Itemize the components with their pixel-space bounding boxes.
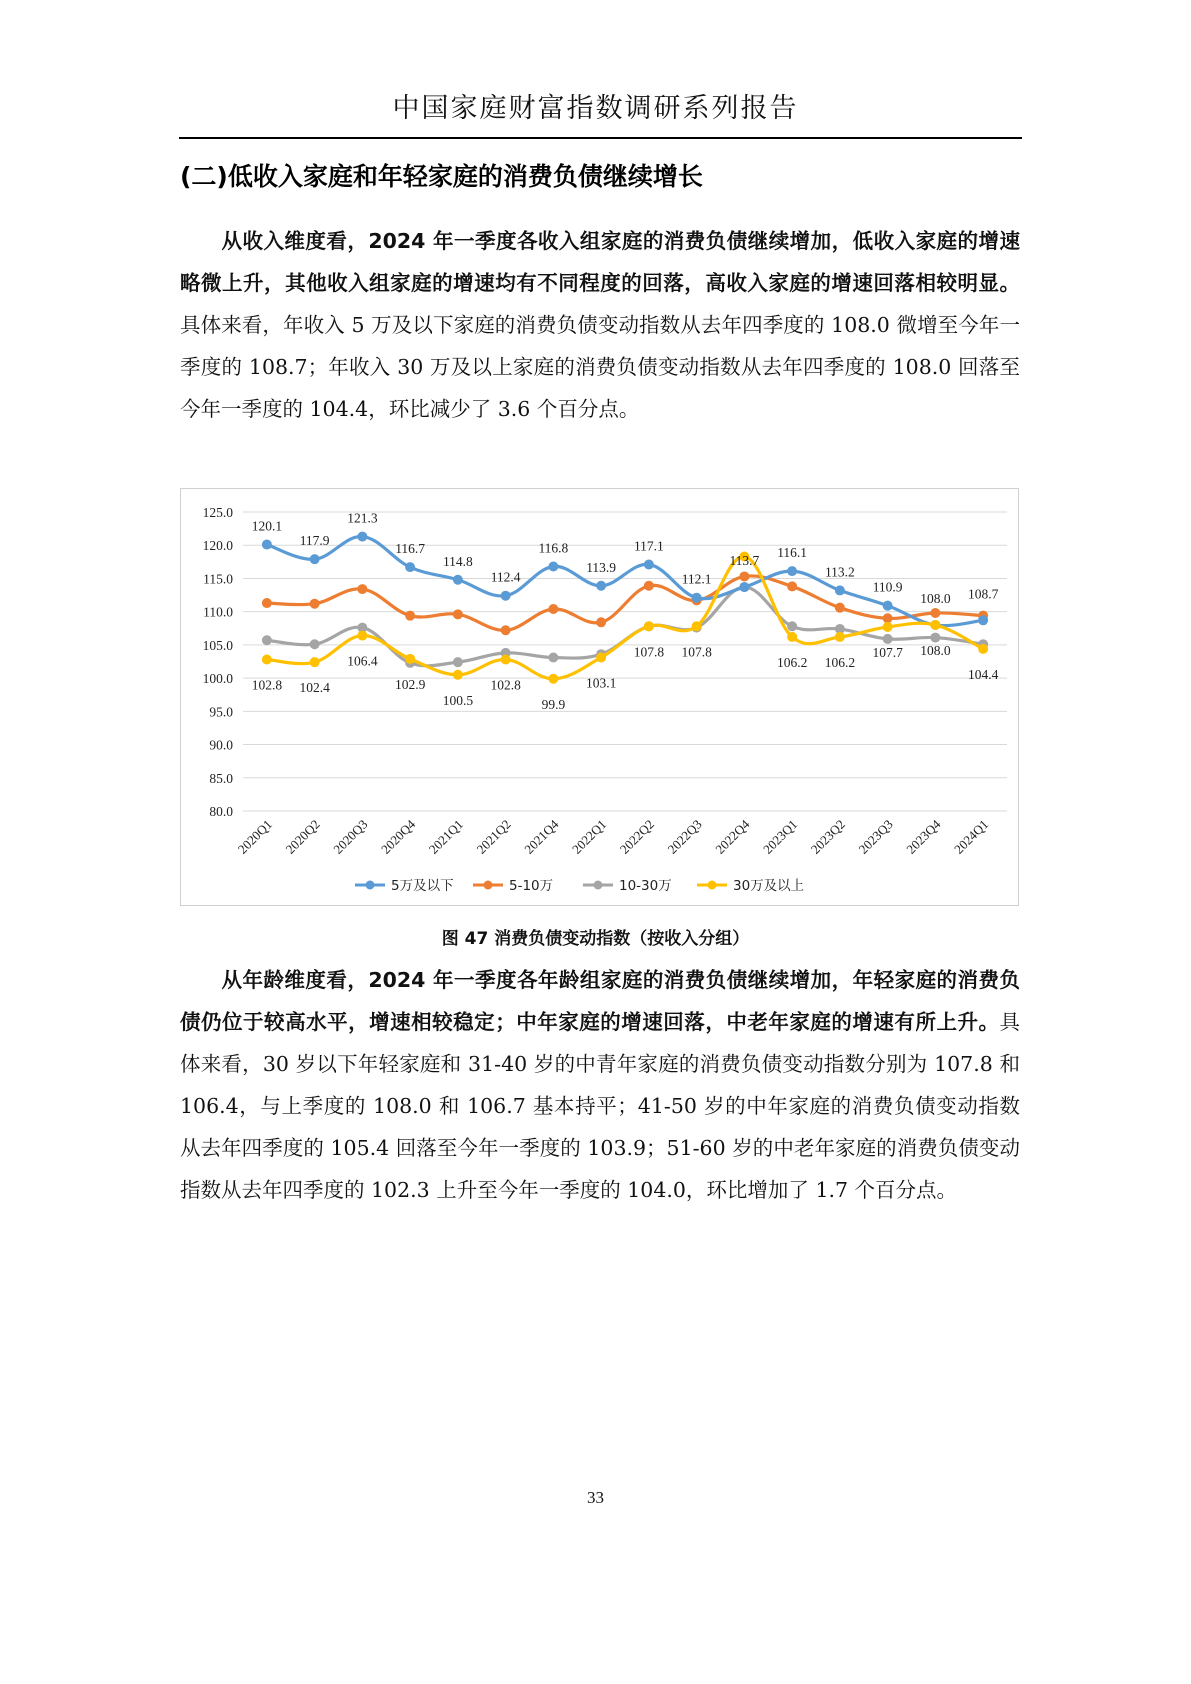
series-point-0: [453, 575, 463, 585]
series-point-0: [644, 559, 654, 569]
age-dimension-paragraph: [180, 959, 1020, 1211]
series-point-2: [930, 633, 940, 643]
series-point-3: [405, 654, 415, 664]
x-tick-label: 2022Q4: [712, 816, 753, 857]
y-tick-label: 110.0: [203, 604, 233, 620]
x-tick-label: 2020Q2: [282, 816, 323, 857]
series-point-0: [787, 566, 797, 576]
data-label: 110.9: [872, 579, 903, 595]
data-label: 117.1: [633, 538, 664, 554]
series-point-1: [453, 609, 463, 619]
x-tick-label: 2021Q2: [473, 816, 514, 857]
data-label: 112.1: [681, 571, 712, 587]
legend-label: 5万及以下: [391, 878, 454, 894]
series-point-0: [357, 532, 367, 542]
series-point-1: [739, 571, 749, 581]
series-point-0: [978, 615, 988, 625]
series-point-2: [548, 653, 558, 663]
paragraph-detail: 具体来看，年收入 5 万及以下家庭的消费负债变动指数从去年四季度的 108.0 微增至今年一季度的 108.7；年收入 30 万及以上家庭的消费负债变动指数从去年四季度的 108.0 回落至今年一季度的 104.4，环比减少了 3.6 个百分点。: [180, 313, 1020, 421]
series-point-3: [548, 674, 558, 684]
y-tick-label: 90.0: [209, 737, 233, 753]
data-label: 102.4: [299, 680, 330, 696]
x-tick-label: 2022Q2: [616, 816, 657, 857]
series-point-1: [787, 581, 797, 591]
series-point-1: [501, 625, 511, 635]
series-point-3: [357, 631, 367, 641]
series-point-3: [930, 620, 940, 630]
x-tick-label: 2021Q4: [521, 816, 562, 857]
data-label: 116.7: [395, 541, 426, 557]
x-tick-label: 2024Q1: [951, 816, 992, 857]
report-header-title: 中国家庭财富指数调研系列报告: [392, 93, 799, 124]
legend-label: 5-10万: [509, 878, 554, 894]
y-tick-label: 100.0: [202, 671, 233, 687]
data-label: 103.1: [585, 675, 617, 691]
series-point-0: [739, 582, 749, 592]
legend-label: 30万及以上: [733, 878, 805, 894]
series-point-3: [787, 632, 797, 642]
data-label: 108.0: [920, 590, 951, 606]
y-tick-label: 80.0: [209, 804, 233, 819]
series-point-3: [262, 655, 272, 665]
series-point-2: [310, 639, 320, 649]
series-point-2: [883, 634, 893, 644]
series-point-2: [787, 621, 797, 631]
data-label: 114.8: [442, 553, 473, 569]
data-label: 113.2: [824, 564, 855, 580]
series-point-3: [692, 621, 702, 631]
legend-marker: [708, 881, 717, 890]
series-point-3: [883, 622, 893, 632]
data-label: 117.9: [299, 533, 330, 549]
y-tick-label: 120.0: [202, 538, 233, 554]
data-label: 106.2: [776, 654, 808, 670]
consumer-debt-index-chart: [180, 488, 1019, 906]
x-tick-label: 2022Q1: [569, 816, 610, 857]
data-label: 108.7: [967, 586, 999, 602]
series-point-3: [501, 655, 511, 665]
data-label: 99.9: [541, 696, 566, 712]
x-tick-label: 2020Q4: [378, 816, 419, 857]
income-dimension-paragraph: [180, 220, 1020, 430]
series-point-3: [310, 657, 320, 667]
series-point-0: [548, 561, 558, 571]
series-point-0: [883, 601, 893, 611]
data-label: 116.1: [777, 545, 808, 561]
y-tick-label: 125.0: [202, 505, 233, 520]
series-point-1: [310, 599, 320, 609]
x-tick-label: 2020Q3: [330, 816, 371, 857]
data-label: 102.8: [251, 677, 283, 693]
data-label: 104.4: [967, 666, 999, 682]
x-tick-label: 2020Q1: [234, 816, 275, 857]
x-tick-label: 2023Q1: [760, 816, 801, 857]
series-point-0: [835, 585, 845, 595]
x-tick-label: 2023Q2: [807, 816, 848, 857]
data-label: 112.4: [490, 569, 521, 585]
series-point-0: [692, 593, 702, 603]
data-label: 106.4: [347, 653, 378, 669]
x-tick-label: 2022Q3: [664, 816, 705, 857]
header-divider: [179, 137, 1022, 139]
y-tick-label: 85.0: [209, 770, 233, 786]
series-point-1: [262, 598, 272, 608]
data-label: 106.2: [824, 654, 856, 670]
series-point-0: [501, 591, 511, 601]
series-point-1: [596, 617, 606, 627]
x-tick-label: 2021Q1: [425, 816, 466, 857]
paragraph-detail: 具体来看，30 岁以下年轻家庭和 31-40 岁的中青年家庭的消费负债变动指数分别为 107.8 和 106.4，与上季度的 108.0 和 106.7 基本持平；41-50 岁的中年家庭的消费负债变动指数从去年四季度的 105.4 回落至今年一季度的 103.9；51-60 岁的中老年家庭的消费负债变动指数从去年四季度的 102.3 上升至今年一季度的 104.0，环比增加了 1.7 个百分点。: [180, 1010, 1020, 1202]
series-point-2: [262, 635, 272, 645]
figure-caption: 图 47 消费负债变动指数（按收入分组）: [441, 929, 750, 949]
data-label: 107.7: [872, 644, 903, 660]
legend-label: 10-30万: [619, 878, 672, 894]
legend-marker: [366, 881, 375, 890]
series-point-1: [883, 613, 893, 623]
series-point-3: [453, 670, 463, 680]
data-label: 100.5: [442, 692, 474, 708]
data-label: 107.8: [633, 644, 665, 660]
series-point-3: [835, 632, 845, 642]
series-point-1: [548, 604, 558, 614]
data-label: 107.8: [681, 644, 712, 660]
x-tick-label: 2023Q3: [855, 816, 896, 857]
series-point-1: [835, 603, 845, 613]
x-tick-label: 2023Q4: [903, 816, 944, 857]
data-label: 113.9: [586, 559, 617, 575]
line-chart-canvas: [181, 489, 1018, 905]
section-heading: (二)低收入家庭和年轻家庭的消费负债继续增长: [180, 162, 703, 191]
series-point-0: [596, 581, 606, 591]
y-tick-label: 105.0: [202, 637, 233, 653]
data-label: 120.1: [251, 518, 283, 534]
data-label: 121.3: [347, 510, 378, 526]
series-point-1: [930, 608, 940, 618]
legend-marker: [594, 881, 603, 890]
series-point-3: [596, 653, 606, 663]
series-point-0: [310, 554, 320, 564]
data-label: 113.7: [729, 553, 760, 569]
data-label: 102.9: [394, 676, 426, 692]
series-point-0: [405, 562, 415, 572]
paragraph-summary-bold: 从收入维度看，2024 年一季度各收入组家庭的消费负债继续增加，低收入家庭的增速略微上升，其他收入组家庭的增速均有不同程度的回落，高收入家庭的增速回落相较明显。: [180, 229, 1020, 295]
series-point-2: [453, 657, 463, 667]
y-tick-label: 115.0: [203, 571, 233, 587]
series-point-3: [644, 621, 654, 631]
data-label: 116.8: [538, 540, 569, 556]
y-tick-label: 95.0: [209, 704, 233, 720]
series-point-0: [262, 540, 272, 550]
series-point-1: [405, 611, 415, 621]
series-point-1: [357, 584, 367, 594]
page-number: 33: [587, 1488, 604, 1507]
series-point-1: [644, 581, 654, 591]
data-label: 102.8: [490, 677, 521, 693]
series-point-3: [978, 644, 988, 654]
paragraph-summary-bold: 从年龄维度看，2024 年一季度各年龄组家庭的消费负债继续增加，年轻家庭的消费负债仍位于较高水平，增速相较稳定；中年家庭的增速回落，中老年家庭的增速有所上升。: [180, 968, 1020, 1034]
data-label: 108.0: [920, 642, 951, 658]
legend-marker: [484, 881, 493, 890]
